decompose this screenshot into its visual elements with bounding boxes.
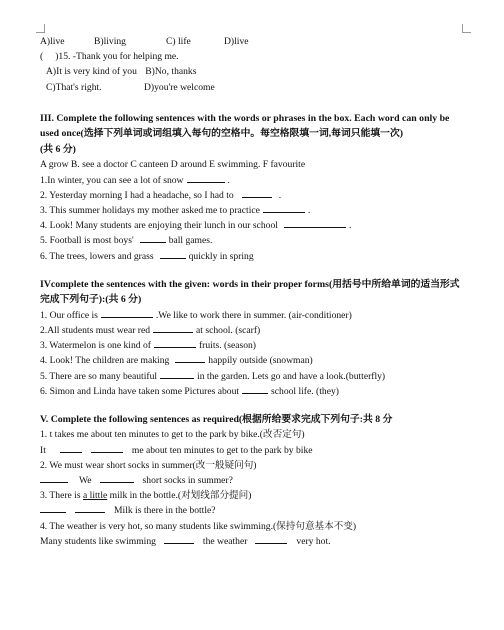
- underlined-phrase: a little: [83, 490, 108, 502]
- q15-options-row-2: [40, 80, 464, 95]
- s4-item-1: 1. Our office is .We like to work there in summer. (air-conditioner): [40, 309, 352, 321]
- s4-item-2: 2.All students must wear red at school. (scarf): [40, 324, 261, 336]
- s3-item-6: 6. The trees, lowers and grass quickly in spring: [40, 250, 254, 262]
- answer-blank: [101, 308, 153, 318]
- s5-q3: 3. There is a little milk in the bottle.(对划线部分提问): [40, 490, 252, 502]
- answer-blank: [255, 534, 287, 544]
- answer-blank: [160, 369, 194, 379]
- q15-option-c: C)That's right.: [46, 81, 102, 93]
- answer-blank: [242, 188, 272, 198]
- answer-blank: [40, 473, 68, 483]
- q15-paren: (: [40, 51, 44, 63]
- s5-q1: 1. t takes me about ten minutes to get to the park by bike.(改否定句): [40, 429, 305, 441]
- answer-blank: [140, 233, 166, 243]
- top-options-row: [40, 34, 464, 49]
- q15-option-d: D)you're welcome: [144, 81, 215, 93]
- s5-q1-answer: It me about ten minutes to get to the park by bike: [40, 444, 313, 456]
- s5-q2-answer: We short socks in summer?: [40, 473, 464, 488]
- q15-options-row-1: [40, 64, 464, 79]
- option-d: D)live: [224, 36, 249, 47]
- answer-blank: [154, 338, 196, 348]
- s5-q3-answer: Milk is there in the bottle?: [40, 503, 464, 518]
- s3-item-1: 1.In winter, you can see a lot of snow .: [40, 174, 230, 186]
- s3-item-2: 2. Yesterday morning I had a headache, so I had to .: [40, 189, 282, 201]
- option-c: C) life: [166, 36, 191, 47]
- s5-q4: 4. The weather is very hot, so many students like swimming.(保持句意基本不变): [40, 520, 357, 532]
- answer-blank: [160, 249, 186, 259]
- answer-blank: [75, 503, 105, 513]
- s4-item-5: 5. There are so many beautiful in the garden. Lets go and have a look.(butterfly): [40, 370, 386, 382]
- q15-option-a: A)It is very kind of you: [46, 66, 137, 78]
- worksheet: [40, 34, 464, 549]
- answer-blank: [284, 218, 346, 228]
- s4-item-3: 3. Watermelon is one kind of fruits. (season): [40, 340, 256, 352]
- s4-item-4: 4. Look! The children are making happily outside (snowman): [40, 355, 313, 367]
- s3-item-4: 4. Look! Many students are enjoying their lunch in our school .: [40, 220, 352, 232]
- s4-item-6: 6. Simon and Linda have taken some Pictures about school life. (they): [40, 385, 339, 397]
- section5-heading: V. Complete the following sentences as required(根据所给要求完成下列句子:共 8 分: [40, 413, 393, 425]
- answer-blank: [91, 443, 123, 453]
- section3-score: (共 6 分): [40, 143, 76, 155]
- margin-mark-right: [462, 24, 471, 33]
- answer-blank: [60, 443, 82, 453]
- answer-blank: [153, 323, 193, 333]
- answer-blank: [100, 473, 134, 483]
- answer-blank: [164, 534, 194, 544]
- section4-heading: IVcomplete the sentences with the given: words in their proper forms(用括号中所给单词的适当形式完成下列句子):(共 6 分): [40, 278, 460, 306]
- question-15: [40, 49, 464, 64]
- answer-blank: [263, 203, 305, 213]
- s3-item-3: 3. This summer holidays my mother asked me to practice .: [40, 204, 311, 216]
- s5-q4-answer: Many students like swimming the weather very hot.: [40, 535, 331, 547]
- answer-blank: [242, 384, 268, 394]
- margin-mark-left: [36, 24, 45, 33]
- section3-word-box: A grow B. see a doctor C canteen D around E swimming. F favourite: [40, 159, 306, 171]
- s3-item-5: 5. Football is most boys' ball games.: [40, 235, 213, 247]
- option-a: A)live: [40, 36, 65, 47]
- option-b: B)living: [94, 36, 126, 47]
- q15-text: )15. -Thank you for helping me.: [55, 51, 179, 63]
- q15-option-b: B)No, thanks: [145, 66, 197, 78]
- answer-blank: [40, 503, 66, 513]
- answer-blank: [175, 353, 205, 363]
- answer-blank: [187, 173, 225, 183]
- s5-q2: 2. We must wear short socks in summer(改一般疑问句): [40, 459, 257, 471]
- section3-heading: III. Complete the following sentences with the words or phrases in the box. Each word can only be used once(选择下列单词或词组填入每句的空格中。每空格限填一词,每词只能填一次): [40, 112, 450, 140]
